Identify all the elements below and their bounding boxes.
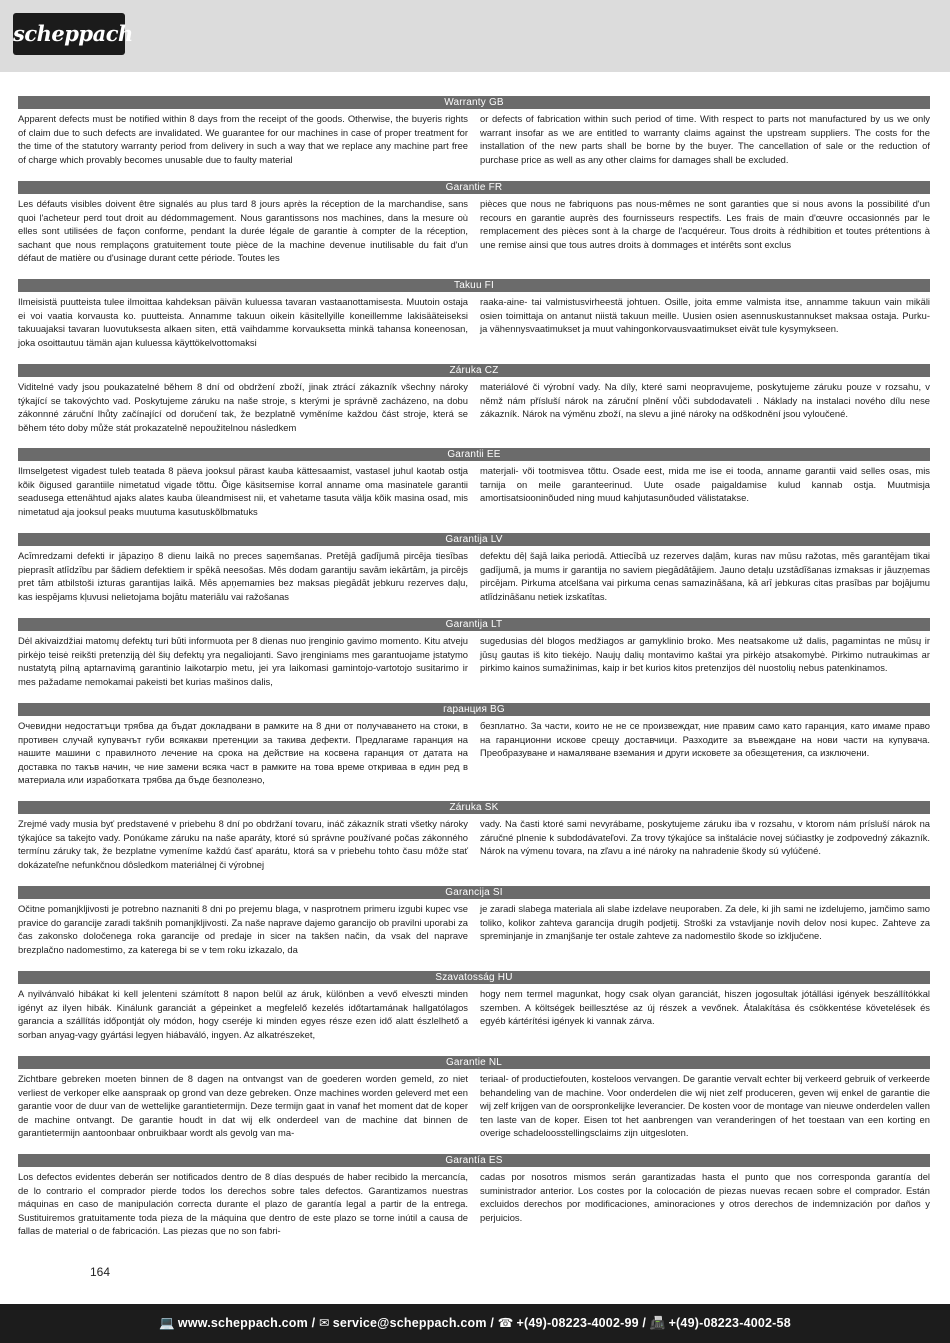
section-title: Garantie NL [18,1056,930,1069]
section-szavatossag-hu [18,971,930,1041]
section-text-left: Dėl akivaizdžiai matomų defektų turi būti informuota per 8 dienas nuo įrenginio gavimo momento. Kitu atveju pirkėjo teisė reikšti pretenziją dėl šių defektų yra negaliojanti. Savo įrenginiams mes garantuojame įstatymo nustatytą pilną aptarnavimą garantinio laikotarpio metu, jei yra laikomasi gamintojo-vartotojo susitarimo ir mes pažadame nemokamai pakeisti bet kurias mašinos dalis, [18,635,468,687]
top-header-bar [0,0,950,72]
section-text-left: Ilmeisistä puutteista tulee ilmoittaa kahdeksan päivän kuluessa tavaran vastaanottamisesta. Muutoin ostaja ei voi vaatia korvausta ko. puutteista. Annamme takuun oikein käsitellyille koneillemme lakisääteiseksi takuuajaksi tavaran luovutuksesta alkaen siten, että vaihdamme korvauksetta minkä tahansa koneenosan, joka osoittautuu tämän ajan kuluessa käyttökelvottomaksi [18,296,468,348]
scheppach-logo: scheppach [13,13,125,55]
page-number: 164 [90,1265,111,1279]
section-text-left: Zrejmé vady musia byť predstavené v priebehu 8 dní po obdržaní tovaru, ináč zákazník strati všetky nároky týkajúce sa takejto vady. Ponúkame záruku na naše aparáty, ktoré sú správne používané počas zákonného termínu záruky tak, že bezplatne vymeníme každú časť aparátu, ktorá sa v priebehu tohto času môže stať dokázateľne nefunkčnou dôsledkom materiálnej či výrobnej [18,818,468,870]
fax-number: +(49)-08223-4002-58 [668,1316,791,1330]
section-text-left: Los defectos evidentes deberán ser notificados dentro de 8 días después de haber recibido la mercancía, de lo contrario el comprador pierde todos los derechos sobre tales defectos. Garantizamos nuestras máquinas en caso de manipulación correcta durante el plazo de garantía legal a partir de la entrega. Sustituiremos gratuitamente toda pieza de la máquina que dentro de este plazo se torne inútil a causa de fallas de material o de fabricación. Las piezas que no son fabri- [18,1171,468,1236]
section-garantie-nl [18,1056,930,1140]
section-text-right: materjali- või tootmisvea tõttu. Osade eest, mida me ise ei tooda, anname garantii vaid selles osas, mis tarnija on meile garanteerinud. Uute osade paigaldamise kulud kannab ostja. Muutmisja amortisatsiooninõuded ning muud kahjutasunõuded välistatakse. [480,465,930,503]
section-garantia-es [18,1154,930,1238]
mail-icon: ✉ [319,1316,330,1330]
section-text-right: sugedusias dėl blogos medžiagos ar gamyklinio broko. Mes neatsakome už dalis, pagamintas ne mūsų ir jūsų gautas iš kito tiekėjo. Naujų dalių montavimo kaštai yra pirkėjo atsakomybė. Pirkimo nutraukimas ar pirkimo kainos sumažinimas, kaip ir bet kurios kitos pretenzijos dėl nuostolių nebus patenkinamos. [480,635,930,673]
section-text-right: pièces que nous ne fabriquons pas nous-mêmes ne sont garanties que si nous avons la possibilité d'un recours en garantie auprès des fournisseurs respectifs. Les frais de main d'œuvre occasionnés par le remplacement des pièces sont à la charge de l'acquéreur. Tous droits à rédhibition et toutes prétentions à une remise ainsi que tous autres droits à dommages et intérêts sont exclus [480,198,930,250]
section-title: Garancija SI [18,886,930,899]
section-title: Garantija LT [18,618,930,631]
section-garantie-fr [18,181,930,265]
section-text-left: A nyilvánvaló hibákat ki kell jelenteni számított 8 napon belül az áruk, különben a vevő elveszti minden igényt az ilyen hibák. Kinálunk garanciát a gépeinket a megfelelő kezelés időtartamának hallgatólagos garancia a szállítás időpontját oly módon, hogy cseréje ki minden egyes része ezen idő alatt észlelhető a sorban anyag-vagy gyártási legyen hiábaváló, ingyen. Az alkatrészeket, [18,988,468,1040]
section-text-right: vady. Na časti ktoré sami nevyrábame, poskytujeme záruku iba v rozsahu, v ktorom nám prísluší nárok na záručné plnenie k subdodávateľovi. Za trovy týkajúce sa inštalácie novej súčiastky je zodpovedný zákazník. Nárok na výmenu tovara, na zľavu a iné nároky na nahradenie škody sú vylúčené. [480,818,930,856]
section-title: Garantía ES [18,1154,930,1167]
section-text-right: безплатно. За части, които не не се произвеждат, ние правим само като гаранция, като имаме право на гаранционни искове срещу доставчици. Разходите за въвеждане на нови части на купувача. Преобразуване и намаляване вземания и други исковете за обезщетения, са изключени. [480,720,930,758]
section-text-right: or defects of fabrication within such period of time. With respect to parts not manufactured by us we only warrant insofar as we are entitled to warranty claims against the upstream suppliers. The costs for the installation of the new parts shall be borne by the buyer. The cancellation of sale or the reduction of purchase price as well as any other claims for damages shall be excluded. [480,113,930,165]
section-text-right: defektu dēļ šajā laika periodā. Attiecībā uz rezerves daļām, kuras nav mūsu ražotas, mēs garantējam tikai gadījumā, ja mums ir garantija no saviem piegādātājiem. Jauno detaļu uzstādīšanas izmaksas ir jāuzņemas pircējam. Pirkuma atcelšana vai pirkuma cenas samazināšana, kā arī jebkuras citas prasības par bojājumu atlīdzināšanu netiek izskatītas. [480,550,930,602]
section-text-right: raaka-aine- tai valmistusvirheestä johtuen. Osille, joita emme valmista itse, annamme takuun vain mikäli osien toimittaja on antanut niistä takuun meille. Uusien osien asennuskustannukset maksaa ostaja. Purku- ja vähennysvaatimukset ja muut vahingonkorvausvaatimukset eivät tule kysymykseen. [480,296,930,334]
section-warranty-gb [18,96,930,166]
section-text-left: Očitne pomanjkljivosti je potrebno naznaniti 8 dni po prejemu blaga, v nasprotnem primeru izgubi kupec vse pravice do garancije zaradi takšnih pomanjkljivosti. Za naše naprave dajemo garancijo ob pravilni uporabi za čas zakonsko določenega roka garancije od predaje in sicer na takšen način, da vsak del naprave brezplačno nadomestimo, za katerega bi se v tem roku izkazalo, da [18,903,468,955]
section-title: гаранция BG [18,703,930,716]
email-link[interactable]: service@scheppach.com / [332,1316,494,1330]
phone-icon: ☎ [497,1316,514,1330]
section-text-left: Apparent defects must be notified within 8 days from the receipt of the goods. Otherwise, the buyeris rights of claim due to such defects are invalidated. We guarantee for our machines in case of proper treatment for the time of the statutory warranty period from delivery in such a way that we replace any machine part free of charge which provably becomes unusable due to faulty material [18,113,468,165]
footer-contact-bar [0,1304,950,1343]
section-garantija-lv [18,533,930,603]
section-garancija-si [18,886,930,956]
section-title: Takuu FI [18,279,930,292]
section-title: Garantii EE [18,448,930,461]
section-text-left: Очевидни недостатъци трябва да бъдат докладвани в рамките на 8 дни от получаването на стоки, в противен случай купувачът губи всякакви претенции за такива дефекти. Предлагаме гаранция на нашите машини с правилното лечение на срока на действие на косвена гаранция от датата на доставка по такъв начин, че ние замени всяка част в рамките на това време откриваа в един ред в материала или изработката трябва да бъде безполезно, [18,720,468,785]
section-title: Szavatosság HU [18,971,930,984]
section-title: Záruka CZ [18,364,930,377]
section-title: Warranty GB [18,96,930,109]
section-title: Garantie FR [18,181,930,194]
section-text-left: Viditelné vady jsou poukazatelné během 8 dní od obdržení zboží, jinak ztrácí zákazník všechny nároky týkající se takovýchto vad. Poskytujeme záruku na naše stroje, s kterými je správně zacházeno, na dobu zákonnné záruční lhůty začínající od doručení tak, že bezplatně vyměníme každou část stroje, která se během této doby může stát prokazatelně nepoužitelnou následkem [18,381,468,433]
section-text-right: cadas por nosotros mismos serán garantizadas hasta el punto que nos corresponda garantía del suministrador anterior. Los costes por la colocación de piezas nuevas recaen sobre el comprador. Están excluidos derechos por modificaciones, aminoraciones y otros derechos de indemnización por daños y perjuicios. [480,1171,930,1223]
website-link[interactable]: www.scheppach.com / [177,1316,316,1330]
section-garantii-ee [18,448,930,518]
section-zaruka-cz [18,364,930,434]
section-text-right: hogy nem termel magunkat, hogy csak olyan garanciát, hiszen jogosultak jótállási igények beszállítókkal szemben. A költségek beillesztése az új részek a vevőnek. Átalakítása és csökkentése követelések és egyéb kártérítési igények ki vannak zárva. [480,988,930,1026]
section-text-left: Ilmselgetest vigadest tuleb teatada 8 päeva jooksul pärast kauba kättesaamist, vastasel juhul kaotab ostja kõik õigused garantiile nimetatud vigade tõttu. Õige käsitsemise korral anname oma masinatele garantii seadusega ettenähtud ajaks alates kauba üleandmisest nii, et vahetame tasuta välja kõik masina osad, mis nimetatud aja jooksul peaks muutuma kasutuskõlbmatuks [18,465,468,517]
section-text-left: Zichtbare gebreken moeten binnen de 8 dagen na ontvangst van de goederen worden gemeld, zo niet verliest de verkoper elke aanspraak op grond van deze gebreken. Onze machines worden geleverd met een garantie voor de duur van de wettelijke garantietermijn. Deze termijn gaat in vanaf het moment dat de koper de machine ontvangt. De garantie houdt in dat wij elk onderdeel van de machine dat binnen de garantietermijn aantoonbaar onbruikbaar wordt als gevolg van ma- [18,1073,468,1138]
section-text-left: Les défauts visibles doivent être signalés au plus tard 8 jours après la réception de la marchandise, sans quoi l'acheteur perd tout droit au dédommagement. Nous garantissons nos machines, dans la mesure où elles sont utilisées de façon conforme, pendant la durée légale de garantie à compter de la réception, sachant que nous remplaçons gratuitement toute pièce de la machine devenue inutilisable du fait d'un défaut de matière ou d'usinage durant cette période. Toutes les [18,198,468,263]
fax-icon: 📠 [649,1316,666,1330]
section-text-right: je zaradi slabega materiala ali slabe izdelave neuporaben. Za dele, ki jih sami ne izdelujemo, jamčimo samo toliko, kolikor zahteva garancija drugih podjetij. Stroški za vstavljanje novih delov nosi kupec. Zahteve za spreminjanje in zmanjšanje ter ostale zahteve za nadomestilo škode so izključene. [480,903,930,941]
section-title: Záruka SK [18,801,930,814]
section-zaruka-sk [18,801,930,871]
section-text-left: Acīmredzami defekti ir jāpaziņo 8 dienu laikā no preces saņemšanas. Pretējā gadījumā pircēja tiesības pieprasīt atlīdzību par šādiem defektiem ir spēkā neesošas. Mēs dodam garantiju savām iekārtām, ja pircējs pret tām atbilstoši izturas garantijas laikā. Mēs apņemamies bez maksas piegādāt jebkuru rezerves daļu, kas iespējams kļuvusi nelietojama bojātu materiālu vai ražošanas [18,550,468,602]
section-text-right: teriaal- of productiefouten, kosteloos vervangen. De garantie vervalt echter bij verkeerd gebruik of verkeerde behandeling van de machine. Voor onderdelen die wij niet zelf produceren, geven wij enkel de garantie die wij zelf krijgen van de oorspronkelijke leverancier. De kosten voor de montage van nieuwe onderdelen vallen ten laste van de koper. Eisen tot het aanbrengen van veranderingen of het toestaan van een korting en overige schadeloosstellingsclaims zijn uitgesloten. [480,1073,930,1138]
section-takuu-fi [18,279,930,349]
computer-icon: 💻 [159,1316,175,1330]
section-text-right: materiálové či výrobní vady. Na díly, které sami neopravujeme, poskytujeme záruku pouze v rozsahu, v němž nám přísluší nárok na záruční plnění vůči subdodavateli . Náklady na instalaci nového dílu nese zákazník. Nárok na výměnu zboží, na slevu a jiné nároky na odškodnění jsou vyloučené. [480,381,930,419]
section-garanciya-bg [18,703,930,787]
section-garantija-lt [18,618,930,688]
phone-number: +(49)-08223-4002-99 / [516,1316,647,1330]
section-title: Garantija LV [18,533,930,546]
